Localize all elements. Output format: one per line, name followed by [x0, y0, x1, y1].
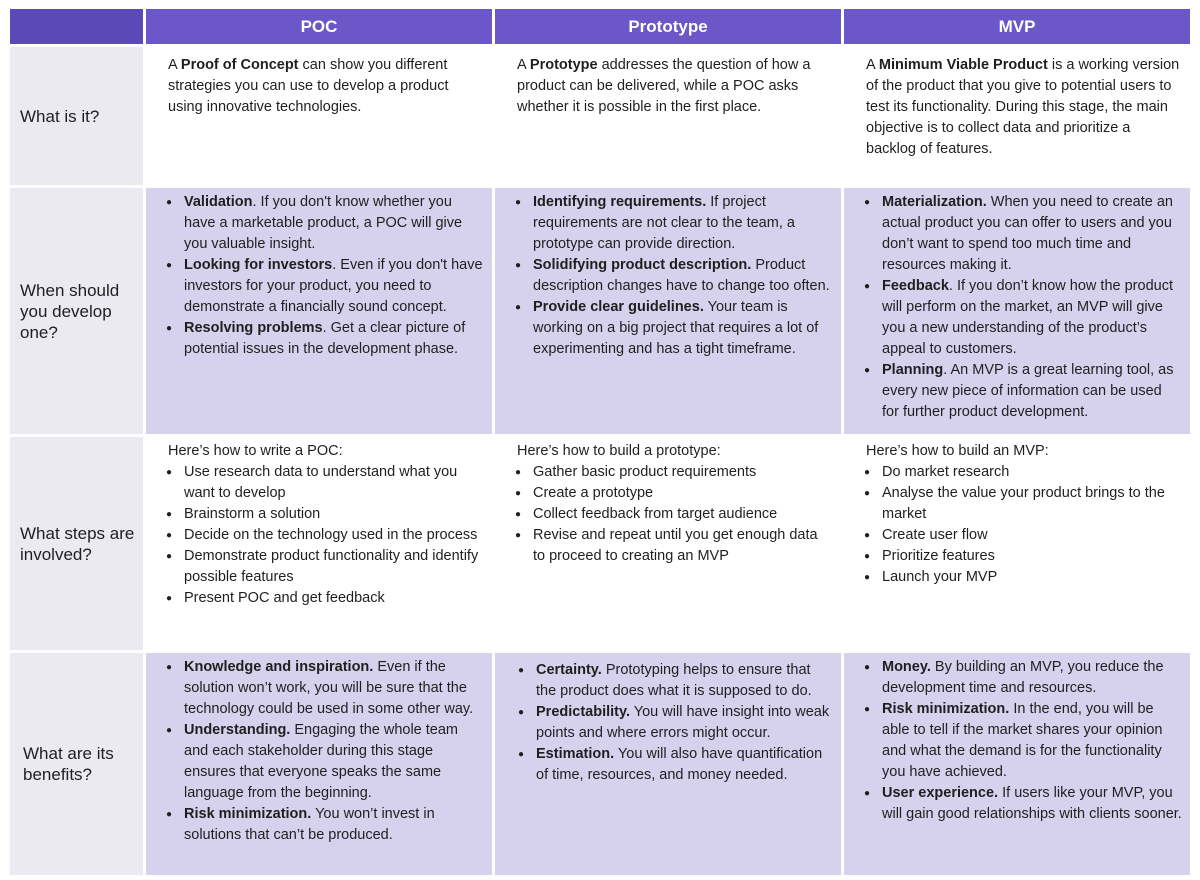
comparison-table — [10, 9, 1190, 875]
list-item: ● Risk minimization. In the end, you will be able to tell if the market shares your opinion and what the demand is for the functionality you have achieved. — [866, 699, 1182, 783]
list-item: ● Decide on the technology used in the process — [168, 525, 484, 546]
cell-steps-mvp — [844, 437, 1190, 650]
list-item: ● Provide clear guidelines. Your team is working on a big project that requires a lot of experimenting and has a tight timeframe. — [517, 297, 833, 360]
column-header-mvp: MVP — [844, 9, 1190, 44]
bullet-list — [168, 462, 484, 609]
cell-benefits-prototype — [495, 653, 841, 875]
list-item: ● Estimation. You will also have quantification of time, resources, and money needed. — [520, 744, 833, 786]
cell-what-is-mvp — [844, 47, 1190, 185]
list-item: ● Brainstorm a solution — [168, 504, 484, 525]
list-item: ● Understanding. Engaging the whole team and each stakeholder during this stage ensures that everyone speaks the same language from the beginning. — [168, 720, 484, 804]
list-item: ● Resolving problems. Get a clear picture of potential issues in the development phase. — [168, 318, 484, 360]
definition-text: A Prototype addresses the question of how a product can be delivered, while a POC asks whether it is possible in the first place. — [517, 57, 811, 115]
bullet-list — [520, 660, 833, 786]
list-item: ● Identifying requirements. If project requirements are not clear to the team, a prototype can provide direction. — [517, 192, 833, 255]
cell-when-mvp — [844, 188, 1190, 434]
list-item: ● Looking for investors. Even if you don't have investors for your product, you need to demonstrate a financially sound concept. — [168, 255, 484, 318]
list-item: ● Validation. If you don't know whether you have a marketable product, a POC will give you valuable insight. — [168, 192, 484, 255]
list-item: ● Demonstrate product functionality and identify possible features — [168, 546, 484, 588]
header-corner-cell — [10, 9, 143, 44]
list-item: ● Certainty. Prototyping helps to ensure that the product does what it is supposed to do. — [520, 660, 833, 702]
cell-what-is-poc — [146, 47, 492, 185]
row-label-steps: What steps are involved? — [10, 437, 143, 650]
list-item: ● Risk minimization. You won’t invest in solutions that can’t be produced. — [168, 804, 484, 846]
list-item: ● Create user flow — [866, 525, 1182, 546]
cell-benefits-mvp — [844, 653, 1190, 875]
cell-when-poc — [146, 188, 492, 434]
row-label-benefits: What are its benefits? — [10, 653, 143, 875]
list-item: ● Use research data to understand what you want to develop — [168, 462, 484, 504]
list-item: ● Collect feedback from target audience — [517, 504, 833, 525]
bullet-list — [517, 462, 833, 567]
row-label-what-is-it: What is it? — [10, 47, 143, 185]
list-item: ● Knowledge and inspiration. Even if the solution won’t work, you will be sure that the technology could be used in some other way. — [168, 657, 484, 720]
list-item: ● Feedback. If you don’t know how the product will perform on the market, an MVP will give you a new understanding of the product’s appeal to customers. — [866, 276, 1182, 360]
list-item: ● Prioritize features — [866, 546, 1182, 567]
bullet-list — [866, 192, 1182, 423]
list-item: ● Launch your MVP — [866, 567, 1182, 588]
column-header-prototype: Prototype — [495, 9, 841, 44]
list-item: ● Solidifying product description. Product description changes have to change too often. — [517, 255, 833, 297]
bullet-list — [168, 657, 484, 846]
list-item: ● Present POC and get feedback — [168, 588, 484, 609]
list-item: ● Materialization. When you need to create an actual product you can offer to users and you don’t want to spend too much time and resources making it. — [866, 192, 1182, 276]
cell-when-prototype — [495, 188, 841, 434]
list-item: ● Gather basic product requirements — [517, 462, 833, 483]
bullet-list — [517, 192, 833, 360]
list-item: ● User experience. If users like your MVP, you will gain good relationships with clients sooner. — [866, 783, 1182, 825]
bullet-list — [168, 192, 484, 360]
steps-intro: Here’s how to build an MVP: — [866, 443, 1049, 459]
definition-text: A Proof of Concept can show you different strategies you can use to develop a product using innovative technologies. — [168, 57, 449, 115]
bullet-list — [866, 462, 1182, 588]
bullet-list — [866, 657, 1182, 825]
list-item: ● Do market research — [866, 462, 1182, 483]
steps-intro: Here’s how to write a POC: — [168, 443, 343, 459]
column-header-poc: POC — [146, 9, 492, 44]
definition-text: A Minimum Viable Product is a working version of the product that you give to potential users to test its functionality. During this stage, the main objective is to collect data and prioritize a backlog of features. — [866, 57, 1180, 157]
steps-intro: Here’s how to build a prototype: — [517, 443, 721, 459]
list-item: ● Planning. An MVP is a great learning tool, as every new piece of information can be used for further product development. — [866, 360, 1182, 423]
row-label-when-develop: When should you develop one? — [10, 188, 143, 434]
list-item: ● Create a prototype — [517, 483, 833, 504]
list-item: ● Revise and repeat until you get enough data to proceed to creating an MVP — [517, 525, 833, 567]
list-item: ● Predictability. You will have insight into weak points and where errors might occur. — [520, 702, 833, 744]
cell-benefits-poc — [146, 653, 492, 875]
list-item: ● Analyse the value your product brings to the market — [866, 483, 1182, 525]
cell-what-is-prototype — [495, 47, 841, 185]
list-item: ● Money. By building an MVP, you reduce the development time and resources. — [866, 657, 1182, 699]
cell-steps-prototype — [495, 437, 841, 650]
cell-steps-poc — [146, 437, 492, 650]
